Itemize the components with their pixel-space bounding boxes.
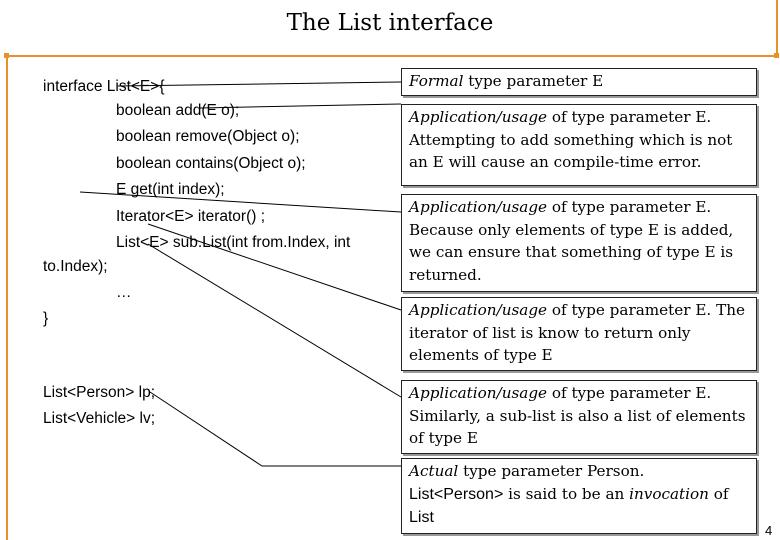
callout-formal-em: Formal [409, 72, 464, 90]
page-number: 4 [765, 523, 773, 538]
callout-sublist-usage [401, 380, 757, 454]
callout-formal-text: type parameter E [463, 72, 604, 90]
connector-line-person [150, 392, 401, 466]
callout-sublist-em: Application/usage [409, 384, 548, 402]
callout-iterator-text: of type parameter E. The iterator of list is know to return only elements of type E [409, 301, 745, 364]
code-line-interface: interface List<E>{ [43, 78, 165, 95]
callout-add-em: Application/usage [409, 108, 548, 126]
code-line-get: E get(int index); [116, 181, 225, 198]
code-line-add: boolean add(E o); [116, 102, 240, 119]
code-line-close-brace: } [43, 310, 49, 327]
code-line-remove: boolean remove(Object o); [116, 128, 300, 145]
callout-actual-parameter [401, 458, 757, 534]
callout-actual-em: Actual [409, 462, 459, 480]
code-line-sublist: List<E> sub.List(int from.Index, int [116, 234, 351, 251]
callout-actual-em2: invocation [629, 484, 709, 503]
code-line-list-vehicle: List<Vehicle> lv; [43, 410, 156, 427]
callout-actual-code1: List<Person> [409, 485, 504, 503]
callout-iterator-usage [401, 297, 757, 371]
code-line-toindex: to.Index); [43, 258, 108, 275]
code-line-ellipsis: … [116, 284, 132, 301]
code-line-iterator: Iterator<E> iterator() ; [116, 208, 266, 225]
callout-actual-tail: of [708, 484, 729, 503]
slide-title: The List interface [286, 10, 494, 36]
callout-actual-code2: List [409, 509, 434, 526]
code-line-contains: boolean contains(Object o); [116, 155, 306, 172]
callout-get-text: of type parameter E. Because only elements of type E is added, we can ensure that something of type E is returned. [409, 198, 734, 284]
callout-get-usage [401, 194, 757, 292]
callout-formal-parameter [401, 68, 757, 96]
callout-add-usage [401, 104, 757, 186]
callout-add-text: of type parameter E. Attempting to add something which is not an E will cause an compile-time error. [409, 108, 733, 171]
callout-actual-text: type parameter Person. [458, 462, 645, 480]
callout-actual-mid: is said to be an [503, 484, 630, 503]
code-line-list-person: List<Person> lp; [43, 384, 156, 401]
callout-sublist-text: of type parameter E. Similarly, a sub-list is also a list of elements of type E [409, 384, 746, 447]
callout-get-em: Application/usage [409, 198, 548, 216]
callout-iterator-em: Application/usage [409, 301, 548, 319]
